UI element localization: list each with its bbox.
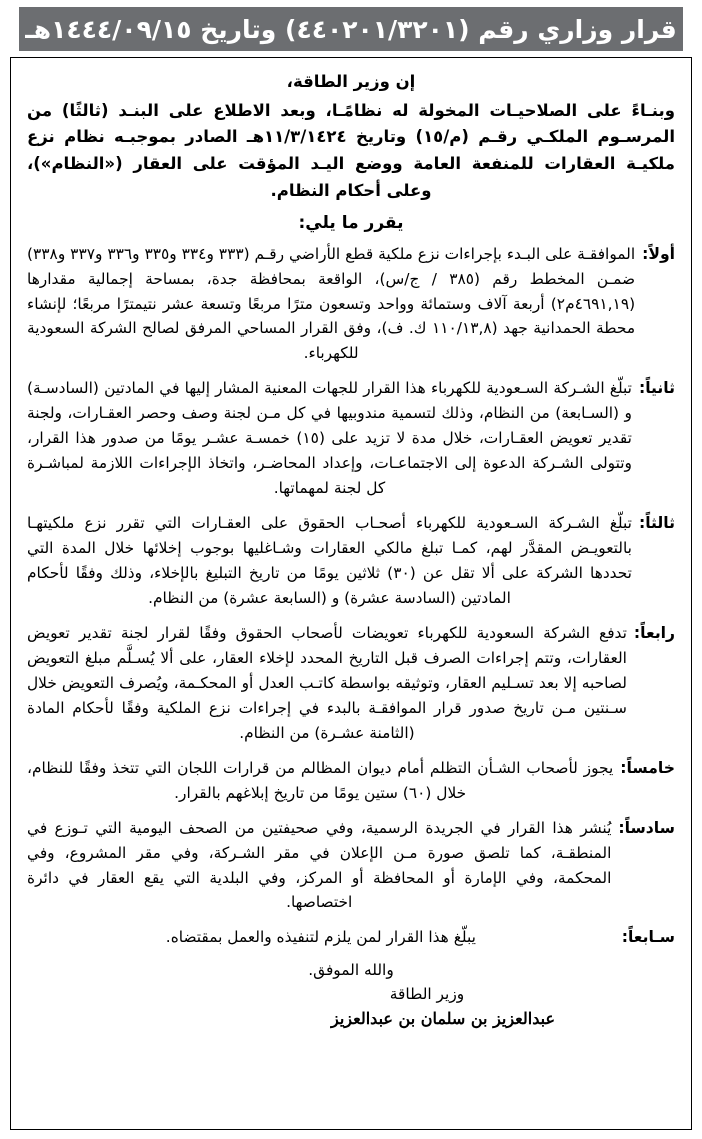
clause-item xyxy=(27,621,675,746)
decides-heading: يقرر ما يلي: xyxy=(298,212,404,233)
clause-label: سادساً: xyxy=(618,818,675,837)
clause-text: تبلّغ الشـركة السـعودية للكهرباء هذا القرار للجهات المعنية المشار إليها في المادتين (السادسـة) و (السـابعة) من النظام، وذلك لتسمية مندوبيها في كل مـن لجنة وصف وحصر العقـارات، ولجنة تقدير تعويض العقـارات، خلال مدة لا تزيد على (١٥) خمسـة عشـر يومًا من صدور هذا القرار، وتتولى الشـركة الدعوة إلى الاجتماعـات، وإعداد المحاضـر، واتخاذ الإجراءات اللازمة لمباشـرة كل لجنة لمهماتها. xyxy=(27,379,632,498)
clause-item xyxy=(27,756,675,806)
clause-item xyxy=(27,376,675,501)
decree-title: قرار وزاري رقم (٤٤٠٢٠١/٣٢٠١) وتاريخ ١٤٤٤/٠٩/١٥هـ xyxy=(25,14,677,44)
clause-text: يُنشر هذا القرار في الجريدة الرسمية، وفي صحيفتين من الصحف اليومية التي تـوزع في المنطقـة، كما تلصق صورة مـن الإعلان في مقر الشـركة، وفي مقر المشروع، وفي المحكمة، وفي الإمارة أو المحافظة أو المركز، وفي البلدية التي يقع العقار في دائرة اختصاصها. xyxy=(27,818,612,912)
signature-block xyxy=(27,961,675,1028)
signatory-role: وزير الطاقة xyxy=(389,984,465,1003)
clause-label: خامساً: xyxy=(620,758,675,777)
clause-item xyxy=(27,925,675,950)
clause-item xyxy=(27,816,675,916)
preamble-opening-line: إن وزير الطاقة، xyxy=(286,72,416,91)
preamble-paragraph: وبنـاءً على الصلاحيـات المخولة له نظامًـا، وبعد الاطلاع على البنـد (ثالثًا) من المرسـوم الملكـي رقـم (م/١٥) وتاريخ ١١/٣/١٤٢٤هـ الصادر بموجبـه نظام نزع ملكيـة العقارات للمنفعة العامة ووضع اليـد المؤقت على العقار («النظام»)، وعلى أحكام النظام. xyxy=(27,100,675,200)
clause-text: تبلّغ الشـركة السـعودية للكهرباء أصحـاب الحقوق على العقـارات التي تقرر نزع ملكيتهـا بالتعويـض المقدَّر لهم، كمـا تبلغ مالكي العقارات وشـاغليها بوجوب إخلائها خلال المدة التي تحددها الشركة على ألا تقل عن (٣٠) ثلاثين يومًا من تاريخ التبليغ بالإخلاء، وذلك وفقًا لأحكام المادتين (السادسة عشرة) و (السابعة عشرة) من النظام. xyxy=(27,514,632,607)
decree-header-banner xyxy=(19,7,683,51)
decree-body xyxy=(10,57,692,1130)
clause-label: ثانياً: xyxy=(638,379,675,398)
clause-text: تدفع الشركة السعودية للكهرباء تعويضات لأصحاب الحقوق وفقًا لقرار لجنة تقدير تعويض العقارات، وتتم إجراءات الصرف قبل التاريخ المحدد لإخلاء العقار، على ألا يُسـلَّم مبلغ التعويض لصاحبه إلا بعد تسـليم العقار، وتوثيقه بواسطة كاتـب العدل أو المحكـمة، ويُصرف التعويض خلال سـنتين مـن تاريخ صدور قرار الموافقـة بالبدء في إجراءات نزع الملكية وفقًا لأحكام المادة (الثامنة عشـرة) من النظام. xyxy=(27,623,627,742)
clause-text: الموافقـة على البـدء بإجراءات نزع ملكية قطع الأراضي رقـم (٣٣٣ و٣٣٤ و٣٣٥ و٣٣٦ و٣٣٧ و٣٣٨) ضمـن المخطط رقم (٣٨٥ / ج/س)، الواقعة بمحافظة جدة، بمساحة إجمالية مقدارها (٤٦٩١,١٩م٢) أربعة آلاف وستمائة وواحد وتسعون مترًا مربعًا وتسعة عشر نتيمترًا مربعًا؛ لإنشاء محطة الحمدانية جهد (١١٠/١٣,٨ ك. ف)، وفق القرار المساحي المرفق لصالح الشركة السعودية للكهرباء. xyxy=(27,244,636,363)
signatory-name: عبدالعزيز بن سلمان بن عبدالعزيز xyxy=(331,1008,555,1028)
clause-label: أولاً: xyxy=(642,244,675,263)
clause-text: يجوز لأصحاب الشـأن التظلم أمام ديوان المظالم من قرارات اللجان التي تتخذ وفقًا للنظام، خلال (٦٠) ستين يومًا من تاريخ إبلاغهم بالقرار. xyxy=(27,758,614,802)
closing-praise: والله الموفق. xyxy=(308,960,394,979)
clause-label: ثالثاً: xyxy=(638,514,675,533)
clause-text: يبلّغ هذا القرار لمن يلزم لتنفيذه والعمل بمقتضاه. xyxy=(165,928,476,947)
clause-item xyxy=(27,242,675,367)
clause-label: رابعاً: xyxy=(633,623,675,642)
clause-label: سـابعاً: xyxy=(621,928,675,947)
clause-item xyxy=(27,511,675,611)
